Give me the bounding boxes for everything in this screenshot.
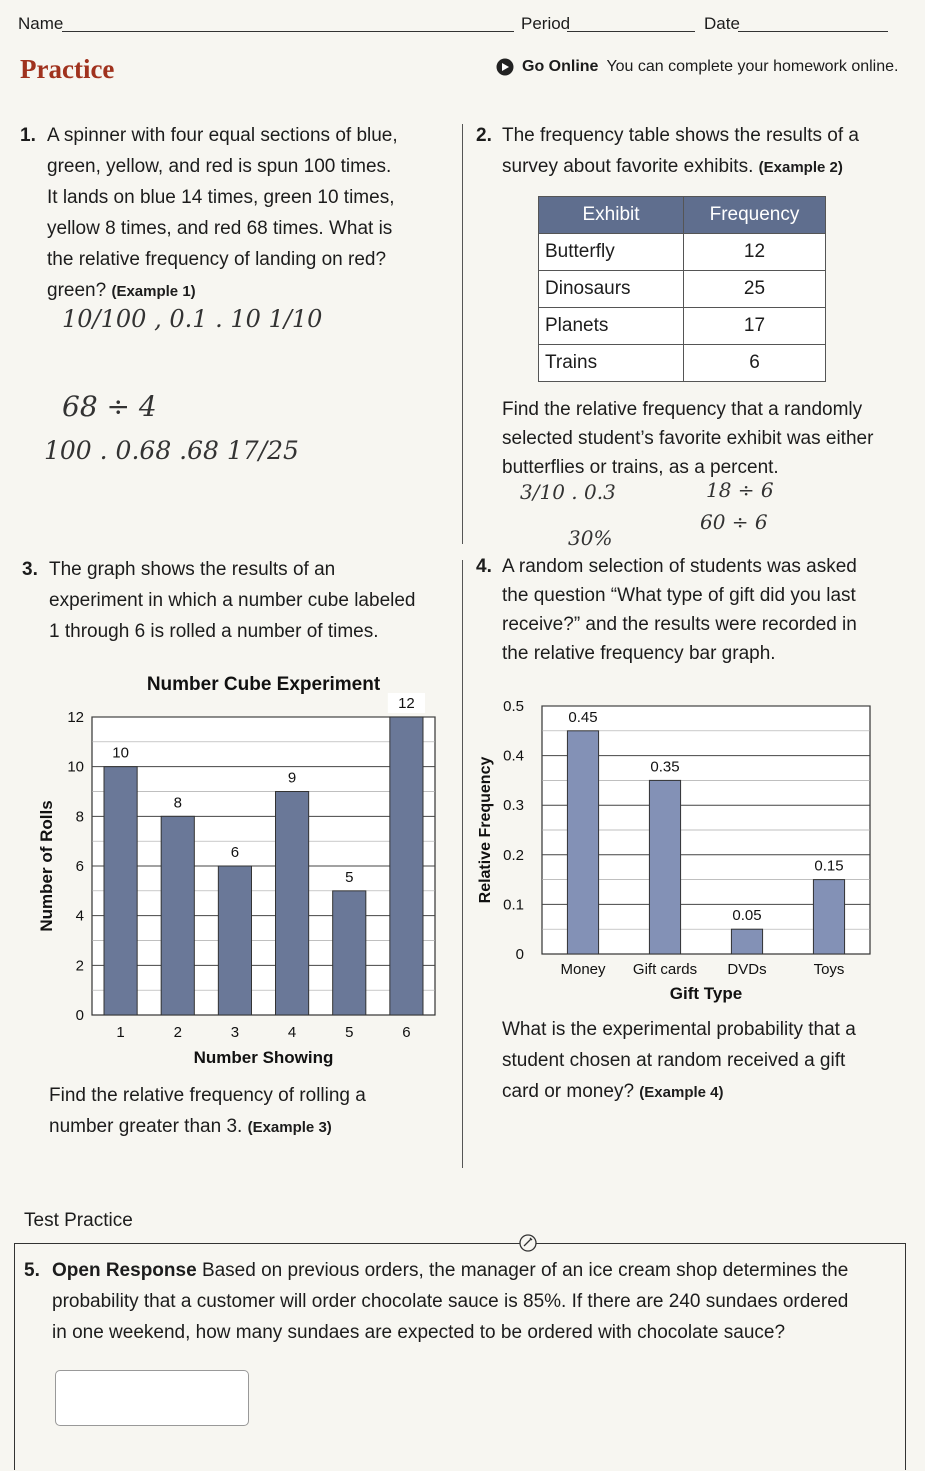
frequency-table (538, 196, 826, 382)
y-tick-label: 6 (75, 858, 84, 875)
gift-type-chart (470, 690, 910, 1010)
x-tick-label: 2 (173, 1024, 182, 1041)
x-tick-label: 5 (345, 1024, 354, 1041)
y-tick-label: 4 (75, 907, 84, 925)
q4-line: card or money? (502, 1081, 635, 1102)
data-label: 10 (112, 744, 129, 762)
y-tick-label: 0 (75, 1007, 84, 1024)
data-label: 6 (230, 844, 240, 861)
go-online-bold: Go Online (522, 58, 599, 75)
q2-handwriting: 60 ÷ 6 (700, 510, 768, 534)
q1-line: green, yellow, and red is spun 100 times. (47, 156, 392, 177)
test-practice-heading: Test Practice (24, 1210, 133, 1231)
date-field[interactable] (738, 31, 888, 32)
q1-number: 1. (20, 125, 36, 146)
table-row (539, 345, 826, 382)
y-tick-label: 2 (75, 957, 84, 975)
bar (390, 717, 423, 1015)
q3-prompt (49, 1080, 366, 1143)
bar (104, 767, 137, 1015)
table-cell: 12 (684, 234, 826, 271)
table-cell: 25 (684, 271, 826, 308)
x-tick-label: 1 (116, 1024, 125, 1041)
bar (276, 792, 309, 1016)
bar (649, 780, 680, 954)
q4-example: (Example 4) (639, 1084, 724, 1101)
q4-line: What is the experimental probability that a (502, 1019, 856, 1040)
q3-number: 3. (22, 559, 38, 580)
q1-handwriting: 68 ÷ 4 (62, 390, 157, 423)
q2-prompt (502, 395, 873, 482)
q5-line: in one weekend, how many sundaes are expected to be ordered with chocolate sauce? (52, 1322, 786, 1343)
table-row (539, 234, 826, 271)
q4-prompt (502, 1014, 856, 1108)
go-online[interactable] (496, 58, 898, 76)
name-label: Name (18, 14, 64, 33)
q3-line: experiment in which a number cube labeled (49, 590, 416, 611)
data-label: 9 (287, 769, 297, 787)
q4-line: receive?” and the results were recorded in (502, 614, 857, 635)
period-label: Period (521, 14, 571, 33)
q1-handwriting: 10/100 , 0.1 . 10 1/10 (62, 305, 323, 333)
question-5 (24, 1255, 848, 1348)
table-cell: Planets (539, 308, 684, 345)
q4-number: 4. (476, 556, 492, 577)
q3-line: 1 through 6 is rolled a number of times. (49, 621, 379, 642)
q2-line: Find the relative frequency that a randomly (502, 399, 863, 420)
date-label: Date (704, 14, 740, 33)
go-online-text: You can complete your homework online. (606, 58, 899, 75)
q5-line: Based on previous orders, the manager of an ice cream shop determines the (201, 1260, 849, 1281)
data-label: 12 (398, 695, 415, 712)
y-tick-label: 10 (67, 758, 84, 776)
q1-handwriting: 100 . 0.68 .68 17/25 (44, 436, 299, 465)
x-axis-label: Gift Type (669, 984, 743, 1003)
q3-line: Find the relative frequency of rolling a (49, 1085, 366, 1106)
data-label: 0.15 (814, 857, 844, 875)
table-cell: 6 (684, 345, 826, 382)
q1-example: (Example 1) (111, 283, 196, 300)
table-header: Exhibit (539, 197, 684, 234)
q3-line: number greater than 3. (49, 1116, 243, 1137)
data-label: 5 (345, 868, 354, 886)
bar (333, 891, 366, 1015)
data-label: 8 (173, 794, 182, 812)
bar (161, 816, 194, 1015)
y-tick-label: 12 (67, 709, 84, 726)
question-1 (20, 120, 450, 307)
y-tick-label: 0.2 (503, 846, 524, 864)
q2-number: 2. (476, 125, 492, 146)
answer-box[interactable] (55, 1370, 249, 1426)
period-field[interactable] (567, 31, 695, 32)
q2-handwriting: 30% (568, 526, 613, 550)
q2-handwriting: 3/10 . 0.3 (520, 480, 616, 504)
bar (218, 866, 251, 1015)
q1-line: green? (47, 280, 107, 301)
pencil-icon (518, 1233, 538, 1253)
question-4 (476, 552, 916, 668)
q2-line: butterflies or trains, as a percent. (502, 457, 779, 478)
table-cell: Butterfly (539, 234, 684, 271)
bar (731, 929, 762, 954)
q1-line: yellow 8 times, and red 68 times. What is (47, 218, 393, 239)
table-row (539, 271, 826, 308)
q3-example: (Example 3) (247, 1119, 332, 1136)
q5-label: Open Response (52, 1260, 197, 1281)
x-tick-label: Money (560, 961, 606, 978)
y-tick-label: 8 (75, 808, 84, 826)
q1-line: the relative frequency of landing on red? (47, 249, 387, 270)
table-cell: 17 (684, 308, 826, 345)
q3-line: The graph shows the results of an (49, 559, 336, 580)
q1-line: A spinner with four equal sections of blue, (47, 125, 398, 146)
q1-line: It lands on blue 14 times, green 10 times, (47, 187, 395, 208)
y-tick-label: 0.1 (503, 896, 524, 914)
y-tick-label: 0.4 (503, 747, 524, 765)
section-title: Practice (20, 54, 115, 84)
q2-example: (Example 2) (758, 159, 843, 176)
x-tick-label: 4 (287, 1024, 297, 1041)
y-axis-label: Relative Frequency (477, 756, 494, 904)
data-label: 0.05 (732, 907, 762, 925)
bar (813, 880, 844, 954)
chart-title: Number Cube Experiment (146, 674, 381, 695)
table-cell: Dinosaurs (539, 271, 684, 308)
q4-line: student chosen at random received a gift (502, 1050, 846, 1071)
x-tick-label: 3 (230, 1024, 240, 1041)
q2-line: selected student’s favorite exhibit was either (502, 428, 874, 449)
data-label: 0.45 (568, 708, 598, 726)
table-row (539, 308, 826, 345)
q2-line: The frequency table shows the results of a (502, 125, 859, 146)
x-axis-label: Number Showing (193, 1048, 334, 1067)
x-tick-label: 6 (402, 1024, 411, 1041)
q4-line: the relative frequency bar graph. (502, 643, 776, 664)
number-cube-chart (30, 665, 450, 1075)
question-3 (22, 554, 452, 647)
x-tick-label: DVDs (727, 961, 767, 978)
data-label: 0.35 (650, 758, 680, 776)
y-axis-label: Number of Rolls (37, 800, 56, 932)
q2-handwriting: 18 ÷ 6 (706, 478, 774, 502)
y-tick-label: 0.5 (503, 698, 524, 715)
q4-line: A random selection of students was asked (502, 556, 857, 577)
q5-number: 5. (24, 1260, 40, 1281)
y-tick-label: 0.3 (503, 797, 524, 815)
name-field[interactable] (62, 31, 514, 32)
q5-line: probability that a customer will order chocolate sauce is 85%. If there are 240 sundaes ordered (52, 1291, 849, 1312)
bar (567, 731, 598, 954)
q4-line: the question “What type of gift did you last (502, 585, 856, 606)
x-tick-label: Gift cards (632, 961, 698, 978)
table-cell: Trains (539, 345, 684, 382)
y-tick-label: 0 (515, 946, 524, 963)
table-header: Frequency (684, 197, 826, 234)
go-online-icon (496, 58, 514, 76)
x-tick-label: Toys (813, 961, 845, 978)
question-2 (476, 120, 906, 183)
q2-line: survey about favorite exhibits. (502, 156, 754, 177)
